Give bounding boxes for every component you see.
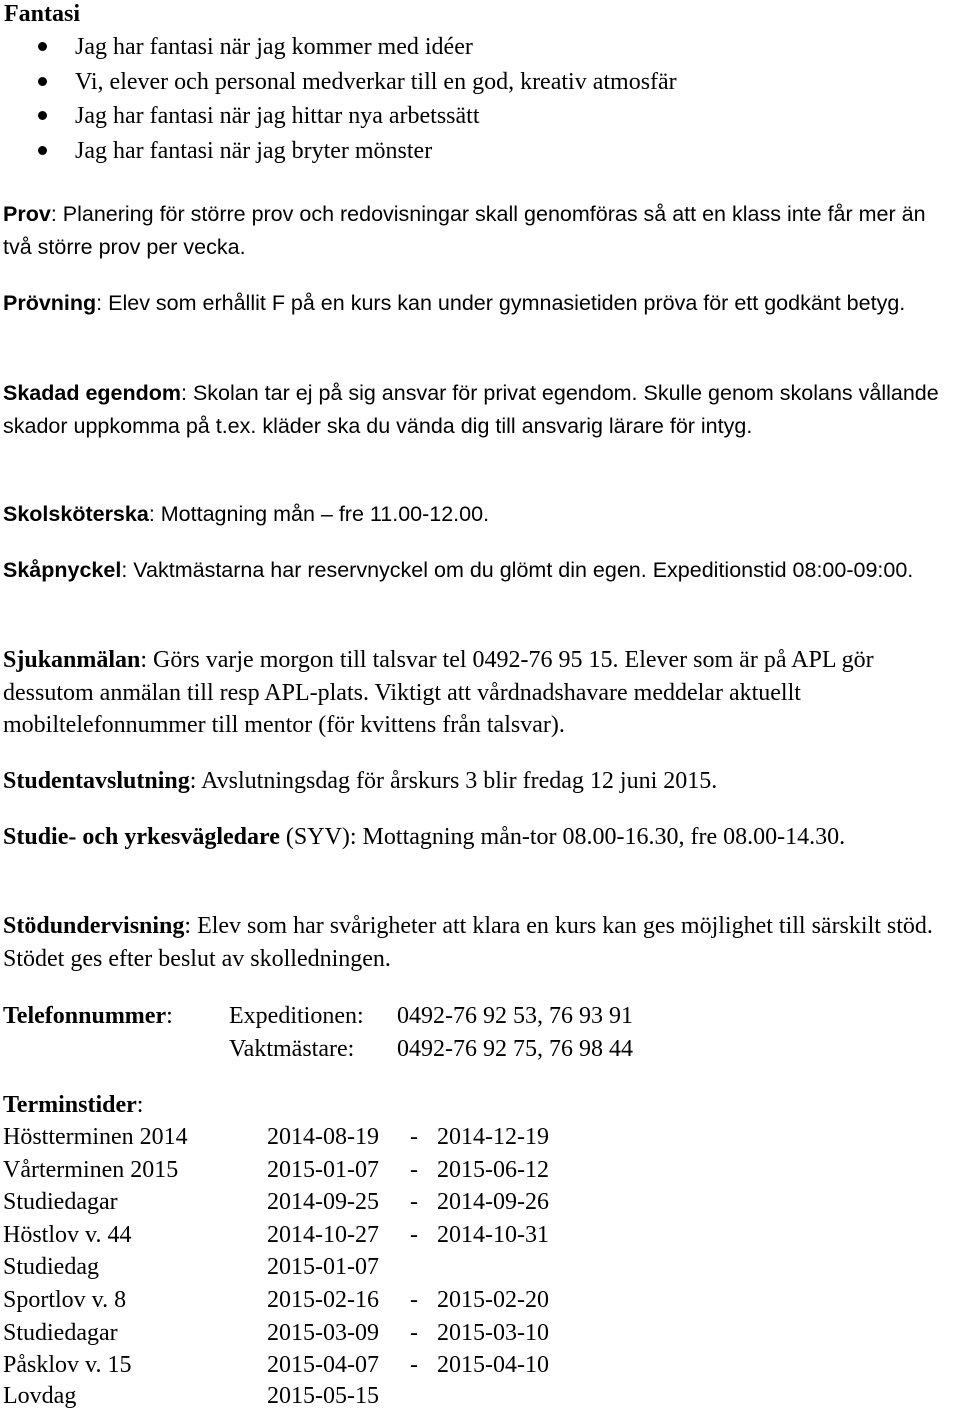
syv-text: (SYV): Mottagning mån-tor 08.00-16.30, fre 08.00-14.30. — [279, 824, 846, 850]
fantasi-bullet-list — [0, 30, 677, 168]
skadad-egendom-label: Skadad egendom — [3, 381, 182, 405]
bullet-icon — [38, 42, 47, 51]
prov-text: : Planering för större prov och redovisningar skall genomföras så att en klass inte får mer än två större prov per vecka. — [3, 202, 926, 259]
bullet-icon — [38, 146, 47, 155]
syv-label: Studie- och yrkesvägledare — [3, 824, 280, 850]
table-row: Studiedagar 2015-03-09 - 2015-03-10 — [3, 1319, 549, 1346]
provning-text: : Elev som erhållit F på en kurs kan under gymnasietiden pröva för ett godkänt betyg. — [96, 291, 906, 315]
stodundervisning-text: : Elev som har svårigheter att klara en kurs kan ges möjlighet till särskilt stöd. Stödet ges efter beslut av skolledningen. — [3, 913, 933, 972]
table-row: Höstlov v. 44 2014-10-27 - 2014-10-31 — [3, 1221, 549, 1248]
table-row: Höstterminen 2014 2014-08-19 - 2014-12-19 — [3, 1124, 549, 1150]
skolskoterska-label: Skolsköterska — [3, 502, 149, 526]
skolskoterska-text: : Mottagning mån – fre 11.00-12.00. — [148, 502, 490, 526]
provning-label: Prövning — [3, 291, 97, 315]
studentavslutning-label: Studentavslutning — [3, 768, 190, 794]
phone-number-expeditionen: 0492-76 92 53, 76 93 91 — [397, 1003, 633, 1029]
studentavslutning-text: : Avslutningsdag för årskurs 3 blir fredag 12 juni 2015. — [189, 768, 718, 794]
skadad-egendom-text: : Skolan tar ej på sig ansvar för privat egendom. Skulle genom skolans vållande skador uppkomma på t.ex. kläder ska du vända dig till ansvarig lärare för intyg. — [3, 381, 939, 438]
stodundervisning-section — [3, 910, 955, 975]
list-item: Vi, elever och personal medverkar till en god, kreativ atmosfär — [0, 65, 677, 100]
skapnyckel-text: : Vaktmästarna har reservnyckel om du glömt din egen. Expeditionstid 08:00-09:00. — [121, 558, 914, 582]
sjukanmalan-section — [3, 644, 955, 742]
table-row: Studiedag 2015-01-07 — [3, 1254, 379, 1280]
skolskoterska-section — [3, 498, 955, 531]
list-item: Jag har fantasi när jag bryter mönster — [0, 134, 677, 169]
table-row: Studiedagar 2014-09-25 - 2014-09-26 — [3, 1189, 549, 1215]
list-item: Jag har fantasi när jag kommer med idéer — [0, 30, 677, 65]
skapnyckel-label: Skåpnyckel — [3, 558, 122, 582]
prov-section — [3, 198, 955, 264]
table-row: Sportlov v. 8 2015-02-16 - 2015-02-20 — [3, 1287, 549, 1313]
skapnyckel-section — [3, 554, 955, 587]
studentavslutning-section — [3, 765, 955, 798]
syv-section — [3, 821, 955, 854]
phone-number-vaktmastare: 0492-76 92 75, 76 98 44 — [397, 1036, 633, 1062]
bullet-icon — [38, 111, 47, 120]
provning-section — [3, 287, 955, 320]
table-row: Lovdag 2015-05-15 — [3, 1383, 379, 1409]
fantasi-heading: Fantasi — [4, 1, 81, 27]
telefonnummer-heading: Telefonnummer: — [3, 1003, 173, 1029]
phone-name-expeditionen: Expeditionen: — [229, 1003, 364, 1029]
list-item: Jag har fantasi när jag hittar nya arbetssätt — [0, 99, 677, 134]
sjukanmalan-text: : Görs varje morgon till talsvar tel 0492-76 95 15. Elever som är på APL gör dessutom anmälan till resp APL-plats. Viktigt att vårdnadshavare meddelar aktuellt mobiltelefonnummer till mentor (för kvittens från talsvar). — [3, 647, 874, 738]
bullet-icon — [38, 77, 47, 86]
sjukanmalan-label: Sjukanmälan — [3, 647, 141, 673]
skadad-egendom-section — [3, 377, 955, 443]
table-row: Påsklov v. 15 2015-04-07 - 2015-04-10 — [3, 1352, 549, 1378]
phone-name-vaktmastare: Vaktmästare: — [229, 1036, 355, 1062]
table-row: Vårterminen 2015 2015-01-07 - 2015-06-12 — [3, 1156, 549, 1183]
stodundervisning-label: Stödundervisning — [3, 913, 185, 939]
prov-label: Prov — [3, 202, 51, 226]
terminstider-heading: Terminstider: — [3, 1092, 144, 1118]
